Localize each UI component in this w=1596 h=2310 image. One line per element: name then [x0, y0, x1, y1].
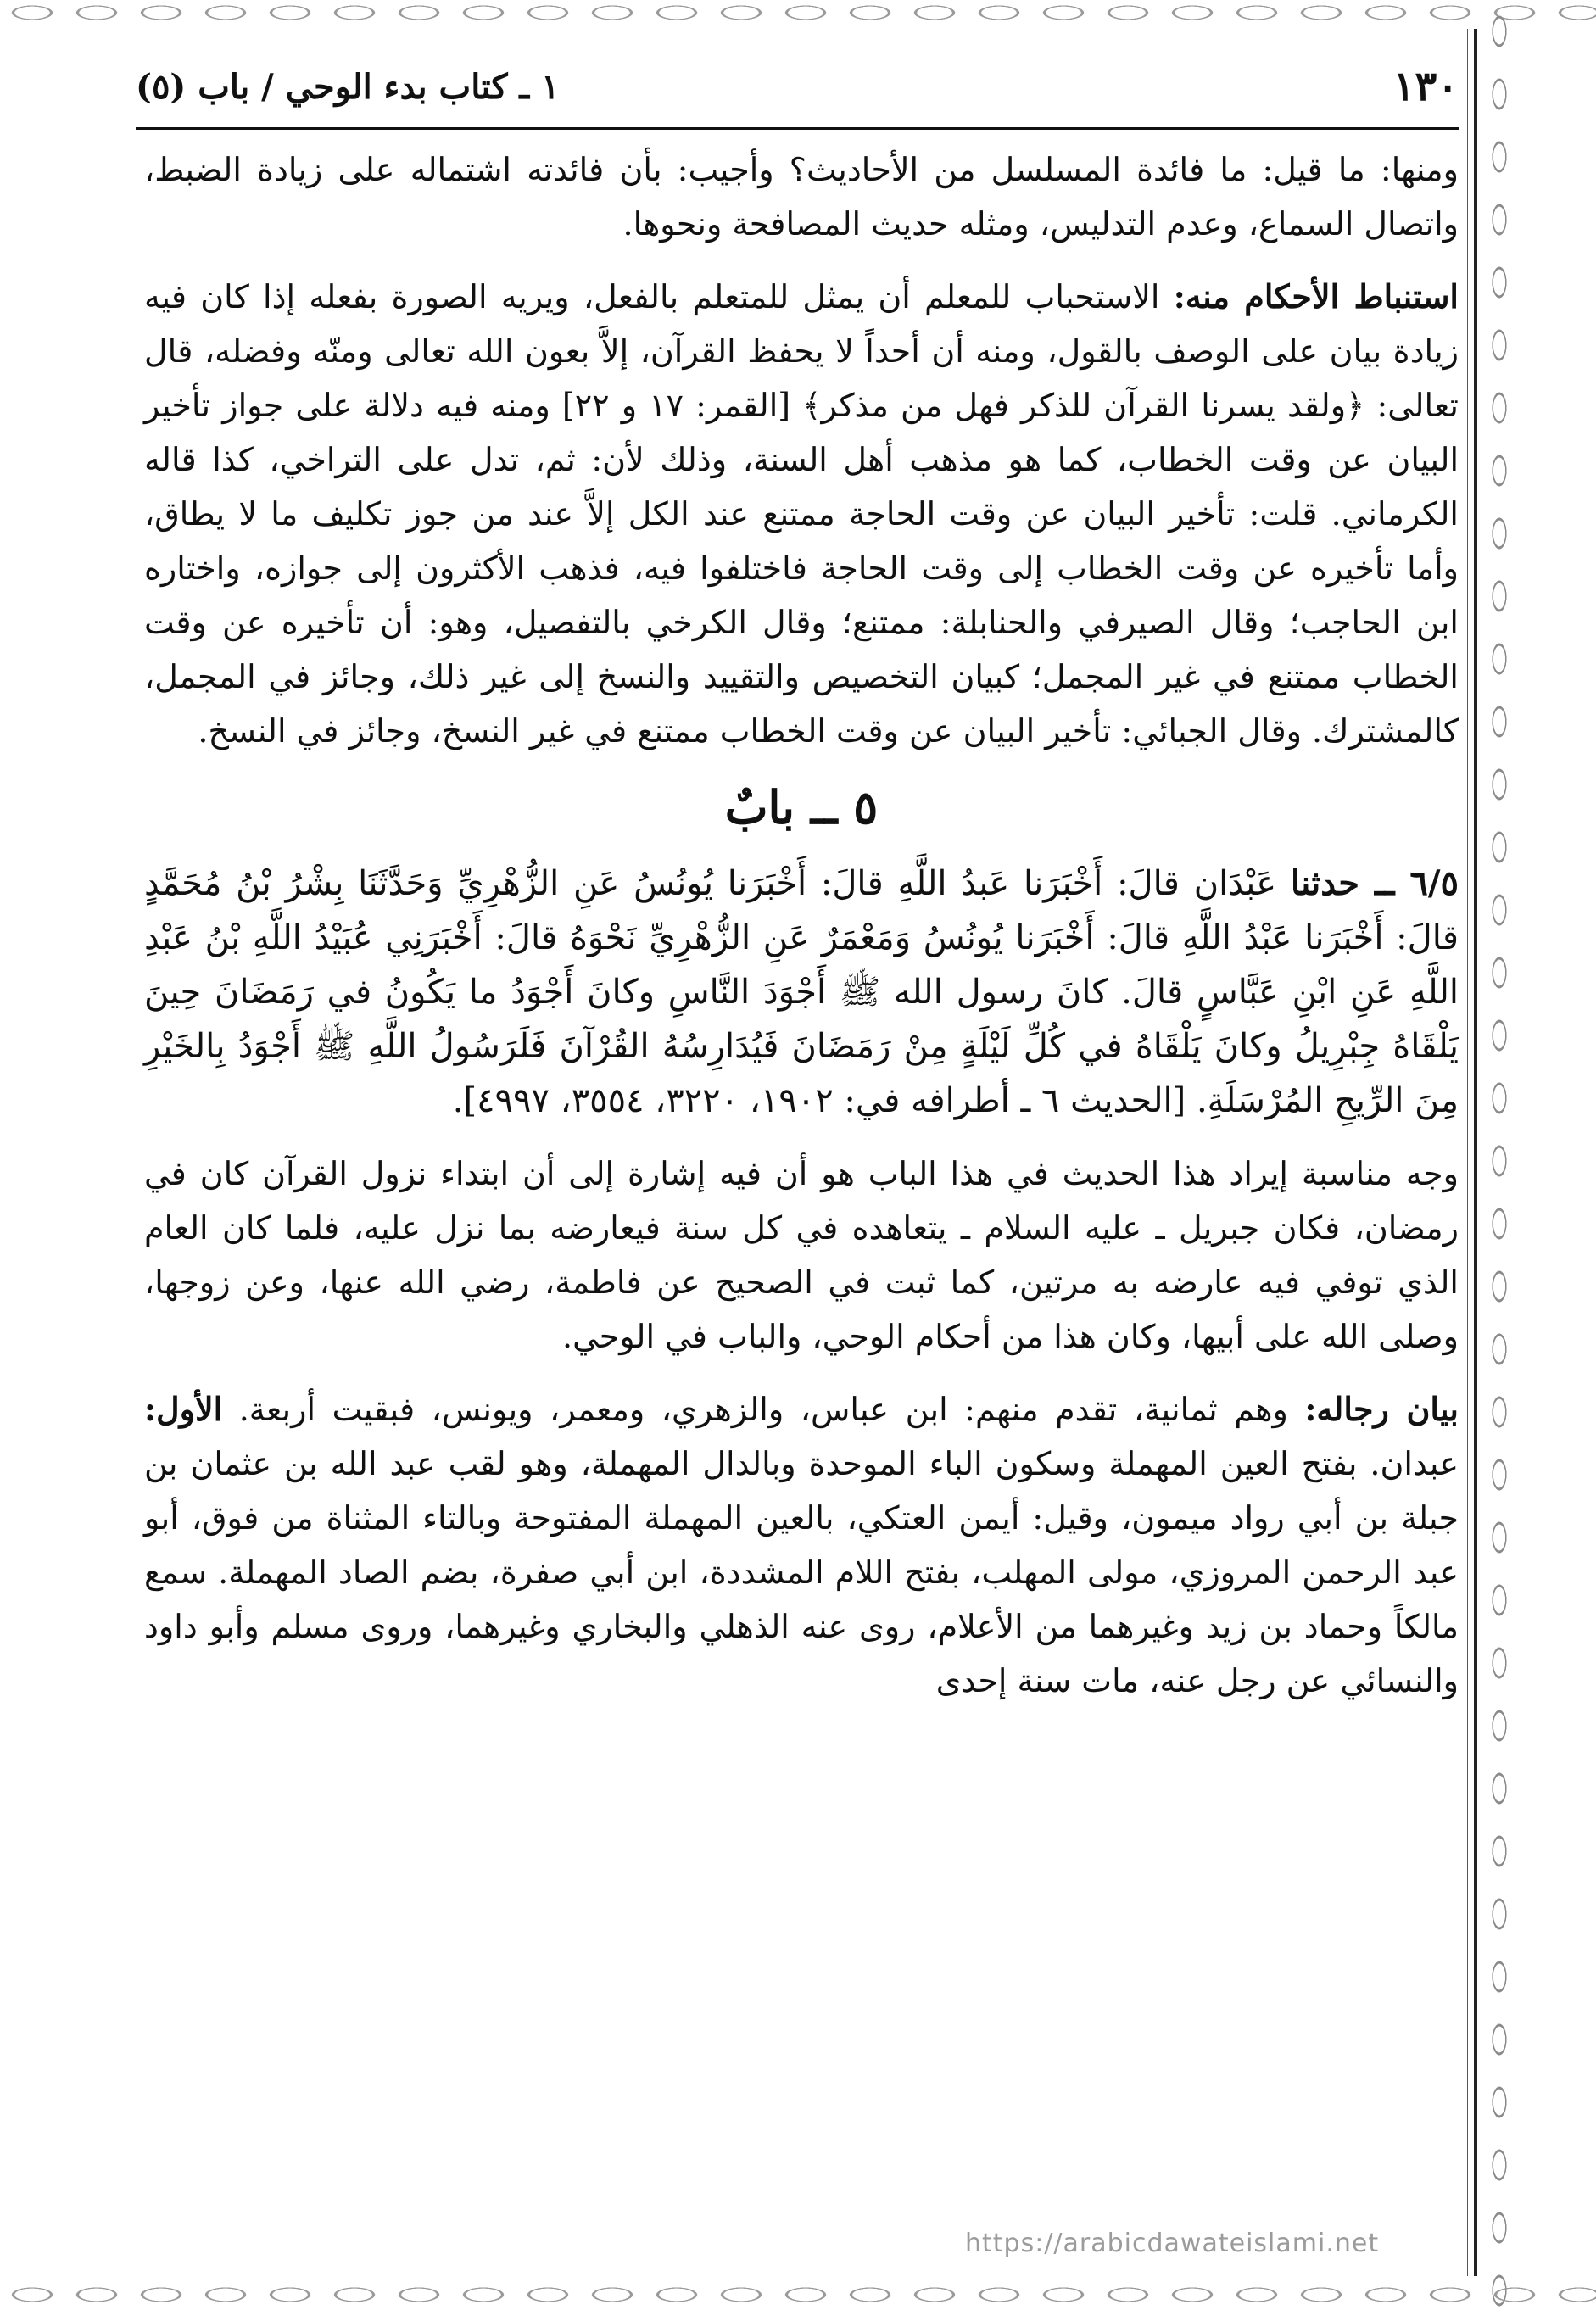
watermark-url: https://arabicdawateislami.net — [965, 2229, 1380, 2258]
hadith-text — [144, 856, 1459, 1128]
header-rule — [136, 127, 1459, 130]
hadith-body: عَبْدَان قالَ: أَخْبَرَنا عَبدُ اللَّهِ قالَ: أَخْبَرَنا يُونُسُ عَنِ الزُّهْرِيِّ وَحَدَّثَنَا بِشْرُ بْنُ مُحَمَّدٍ قالَ: أَخْبَرَنا عَبْدُ اللَّهِ قالَ: أَخْبَرَنا يُونُسُ وَمَعْمَرٌ عَنِ الزُّهْرِيِّ نَحْوَهُ قالَ: أَخْبَرَنِي عُبَيْدُ اللَّهِ بْنُ عَبْدِ اللَّهِ عَنِ ابْنِ عَبَّاسٍ قالَ. كانَ رسول الله ﷺ أَجْوَدَ النَّاسِ وكانَ أَجْوَدُ ما يَكُونُ في رَمَضَانَ حِينَ يَلْقَاهُ جِبْرِيلُ وكانَ يَلْقَاهُ في كُلِّ لَيْلَةٍ مِنْ رَمَضَانَ فَيُدَارِسُهُ القُرْآنَ فَلَرَسُولُ اللَّهِ ﷺ أَجْوَدُ بِالخَيْرِ مِنَ الرِّيحِ المُرْسَلَةِ. [الحديث ٦ ـ أطرافه في: ١٩٠٢، ٣٢٢٠، ٣٥٥٤، ٤٩٩٧]. — [144, 864, 1459, 1120]
paragraph-lead: الأول: — [144, 1390, 223, 1428]
paragraph-istinbat — [144, 270, 1459, 758]
right-frame-line — [1474, 29, 1477, 2276]
paragraph-lead: بيان رجاله: — [1304, 1390, 1459, 1428]
right-ornament-border — [1482, 0, 1516, 2310]
page-body — [144, 142, 1459, 1727]
paragraph-text: وهم ثمانية، تقدم منهم: ابن عباس، والزهري، ومعمر، ويونس، فبقيت أربعة. — [222, 1391, 1305, 1428]
paragraph-text: عبدان. بفتح العين المهملة وسكون الباء الموحدة وبالدال المهملة، وهو لقب عبد الله بن عثمان بن جبلة بن أبي رواد ميمون، وقيل: أيمن العتكي، بالعين المهملة المفتوحة وبالتاء المثناة من فوق، أبو عبد الرحمن المروزي، مولى المهلب، بفتح اللام المشددة، ابن أبي صفرة، بضم الصاد المهملة. سمع مالكاً وحماد بن زيد وغيرهما من الأعلام، روى عنه الذهلي والبخاري وغيرهما، وروى مسلم وأبو داود والنسائي عن رجل عنه، مات سنة إحدى — [144, 1445, 1459, 1699]
paragraph-rijal — [144, 1382, 1459, 1708]
paragraph-munasaba: وجه مناسبة إيراد هذا الحديث في هذا الباب هو أن فيه إشارة إلى أن ابتداء نزول القرآن كان في رمضان، فكان جبريل ـ عليه السلام ـ يتعاهده في كل سنة فيعارضه بما نزل عليه، فلما كان العام الذي توفي فيه عارضه به مرتين، كما ثبت في الصحيح عن فاطمة، رضي الله عنها، وعن زوجها، وصلى الله على أبيها، وكان هذا من أحكام الوحي، والباب في الوحي. — [144, 1155, 1459, 1355]
paragraph-musalsal: ومنها: ما قيل: ما فائدة المسلسل من الأحاديث؟ وأجيب: بأن فائدته اشتماله على زيادة الضبط، واتصال السماع، وعدم التدليس، ومثله حديث المصافحة ونحوها. — [144, 151, 1459, 243]
paragraph-text: الاستحباب للمعلم أن يمثل للمتعلم بالفعل، ويريه الصورة بفعله إذا كان فيه زيادة بيان على الوصف بالقول، ومنه أن أحداً لا يحفظ القرآن، إلاَّ بعون الله تعالى ومنّه وفضله، قال تعالى: ﴿ولقد يسرنا القرآن للذكر فهل من مذكر﴾ [القمر: ١٧ و ٢٢] ومنه فيه دلالة على جواز تأخير البيان عن وقت الخطاب، كما هو مذهب أهل السنة، وذلك لأن: ثم، تدل على التراخي، كذا قاله الكرماني. قلت: تأخير البيان عن وقت الحاجة ممتنع عند الكل إلاَّ عند من جوز تكليف ما لا يطاق، وأما تأخيره عن وقت الخطاب إلى وقت الحاجة فاختلفوا فيه، فذهب الأكثرون إلى جوازه، واختاره ابن الحاجب؛ وقال الصيرفي والحنابلة: ممتنع؛ وقال الكرخي بالتفصيل، وهو: أن تأخيره عن وقت الخطاب ممتنع في غير المجمل؛ كبيان التخصيص والتقييد والنسخ إلى غير ذلك، وجائز في المجمل، كالمشترك. وقال الجبائي: تأخير البيان عن وقت الخطاب ممتنع في غير النسخ، وجائز في النسخ. — [144, 278, 1459, 750]
right-frame-line-thin — [1467, 29, 1468, 2276]
running-title: ١ ـ كتاب بدء الوحي / باب (٥) — [136, 66, 560, 107]
paragraph-lead: استنباط الأحكام منه: — [1173, 277, 1459, 315]
page-number: ١٣٠ — [1392, 63, 1459, 110]
bottom-ornament-border — [0, 2279, 1596, 2310]
hadith-number: ٦/٥ ــ حدثنا — [1290, 863, 1459, 903]
page-header — [136, 53, 1459, 120]
top-ornament-border — [0, 0, 1596, 25]
chapter-heading: ٥ ــ بابٌ — [724, 780, 879, 834]
